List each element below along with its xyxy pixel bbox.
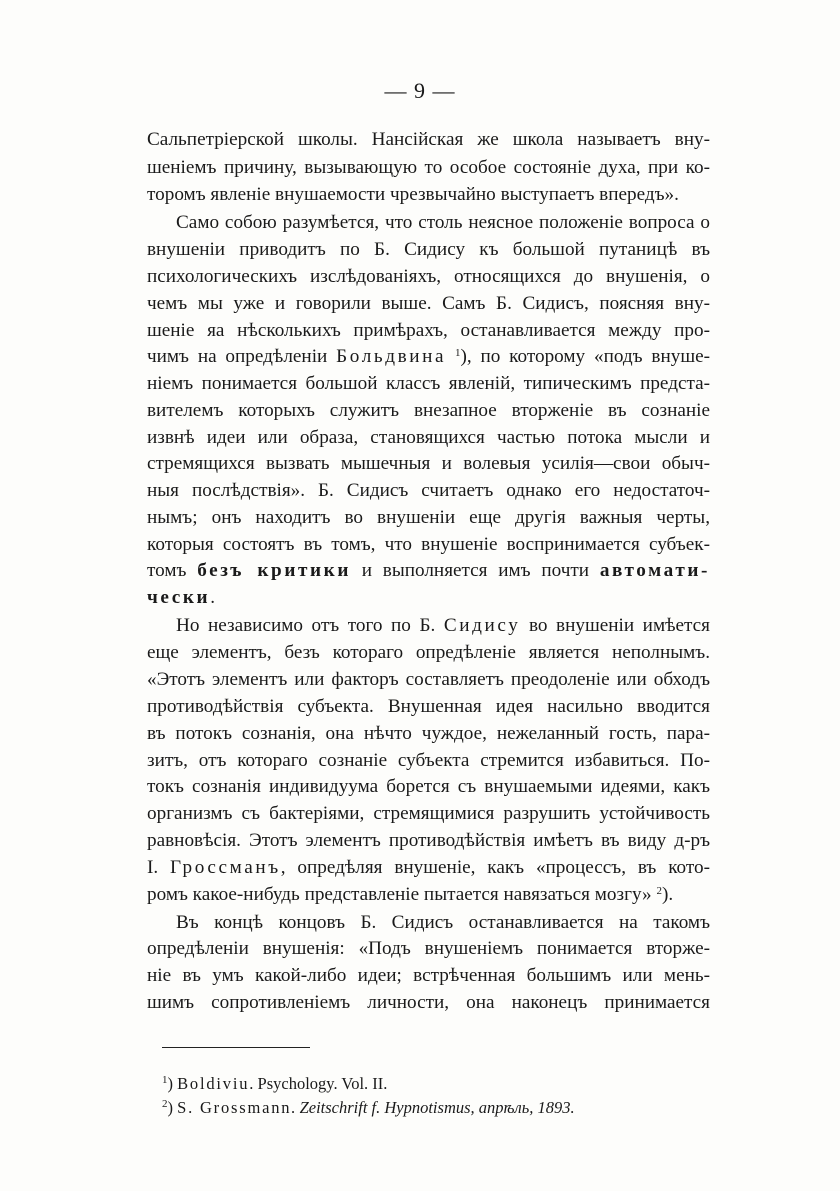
text-line: опредѣленіи внушенія: «Подъ внушеніемъ понимается вторже- <box>147 938 710 959</box>
page-number: — 9 — <box>384 78 456 103</box>
footnote-ref: 2 <box>656 885 662 897</box>
text-line: чимъ на опредѣленіи Больдвина $^1$), по которому «подъ внуше- <box>147 346 710 367</box>
text-line: ромъ какое-нибудь представленіе пытается навязаться мозгу» $^2$). <box>147 884 674 905</box>
text-line: торомъ явленіе внушаемости чрезвычайно выступаетъ впередъ». <box>147 184 679 205</box>
footnote-separator <box>162 1047 310 1048</box>
text-line: вителемъ которыхъ служитъ внезапное вторженіе въ сознаніе <box>147 400 710 421</box>
text-line: Но независимо отъ того по Б. Сидису во внушеніи имѣется <box>176 615 710 636</box>
text-line: организмъ съ бактеріями, стремящимися разрушить устойчивость <box>147 803 710 824</box>
text-line: въ потокъ сознанія, она нѣчто чуждое, нежеланный гость, пара- <box>147 723 710 744</box>
text-line: шимъ сопротивленіемъ личности, она наконецъ принимается <box>147 992 710 1013</box>
text-line: Въ концѣ концовъ Б. Сидисъ останавливается на такомъ <box>176 912 710 933</box>
text-line: шеніе яа нѣсколькихъ примѣрахъ, останавливается между про- <box>147 320 710 341</box>
text-line: шеніемъ причину, вызывающую то особое состояніе духа, при ко- <box>147 157 710 178</box>
footnote: $^1$) Boldiviu. Psychology. Vol. II. <box>162 1074 388 1093</box>
text-line: чески. <box>147 587 215 608</box>
text-line: Сальпетріерской школы. Нансійская же школа называетъ вну- <box>147 129 710 150</box>
text-line: еще элементъ, безъ котораго опредѣленіе является неполнымъ. <box>147 642 710 663</box>
text-line: токъ сознанія индивидуума борется съ внушаемыми идеями, какъ <box>147 776 710 797</box>
text-line: извнѣ идеи или образа, становящихся частью потока мысли и <box>147 427 710 448</box>
text-line: которыя состоятъ въ томъ, что внушеніе воспринимается субъек- <box>147 534 710 555</box>
footnote-ref: 1 <box>454 347 461 359</box>
text-line: томъ безъ критики и выполняется имъ почти автомати- <box>147 560 710 581</box>
text-line: стремящихся вызвать мышечныя и волевыя усилія—свои обыч- <box>147 453 710 474</box>
text-line: чемъ мы уже и говорили выше. Самъ Б. Сидисъ, поясняя вну- <box>147 293 710 314</box>
text-line: равновѣсія. Этотъ элементъ противодѣйствія имѣетъ въ виду д-ръ <box>147 830 710 851</box>
text-line: ніемъ понимается большой классъ явленій, типическимъ предста- <box>147 373 710 394</box>
text-line: нымъ; онъ находитъ во внушеніи еще другія важныя черты, <box>147 507 710 528</box>
text-line: психологическихъ изслѣдованіяхъ, относящихся до внушенія, о <box>147 266 710 287</box>
text-line: ніе въ умъ какой-либо идеи; встрѣченная большимъ или мень- <box>147 965 710 986</box>
text-line: противодѣйствія субъекта. Внушенная идея насильно вводится <box>147 696 710 717</box>
text-line: «Этотъ элементъ или факторъ составляетъ преодоленіе или обходъ <box>147 669 710 690</box>
text-line: ныя послѣдствія». Б. Сидисъ считаетъ однако его недостаточ- <box>147 480 710 501</box>
text-line: Само собою разумѣется, что столь неясное положеніе вопроса о <box>176 212 710 233</box>
text-line: І. Гроссманъ, опредѣляя внушеніе, какъ «процессъ, въ кото- <box>147 857 710 878</box>
text-line: внушеніи приводитъ по Б. Сидису къ большой путаницѣ въ <box>147 239 710 260</box>
text-line: зитъ, отъ котораго сознаніе субъекта стремится избавиться. По- <box>147 750 710 771</box>
footnote: $^2$) S. Grossmann. Zeitschrift f. Hypnotismus, апрѣль, 1893. <box>162 1098 575 1117</box>
